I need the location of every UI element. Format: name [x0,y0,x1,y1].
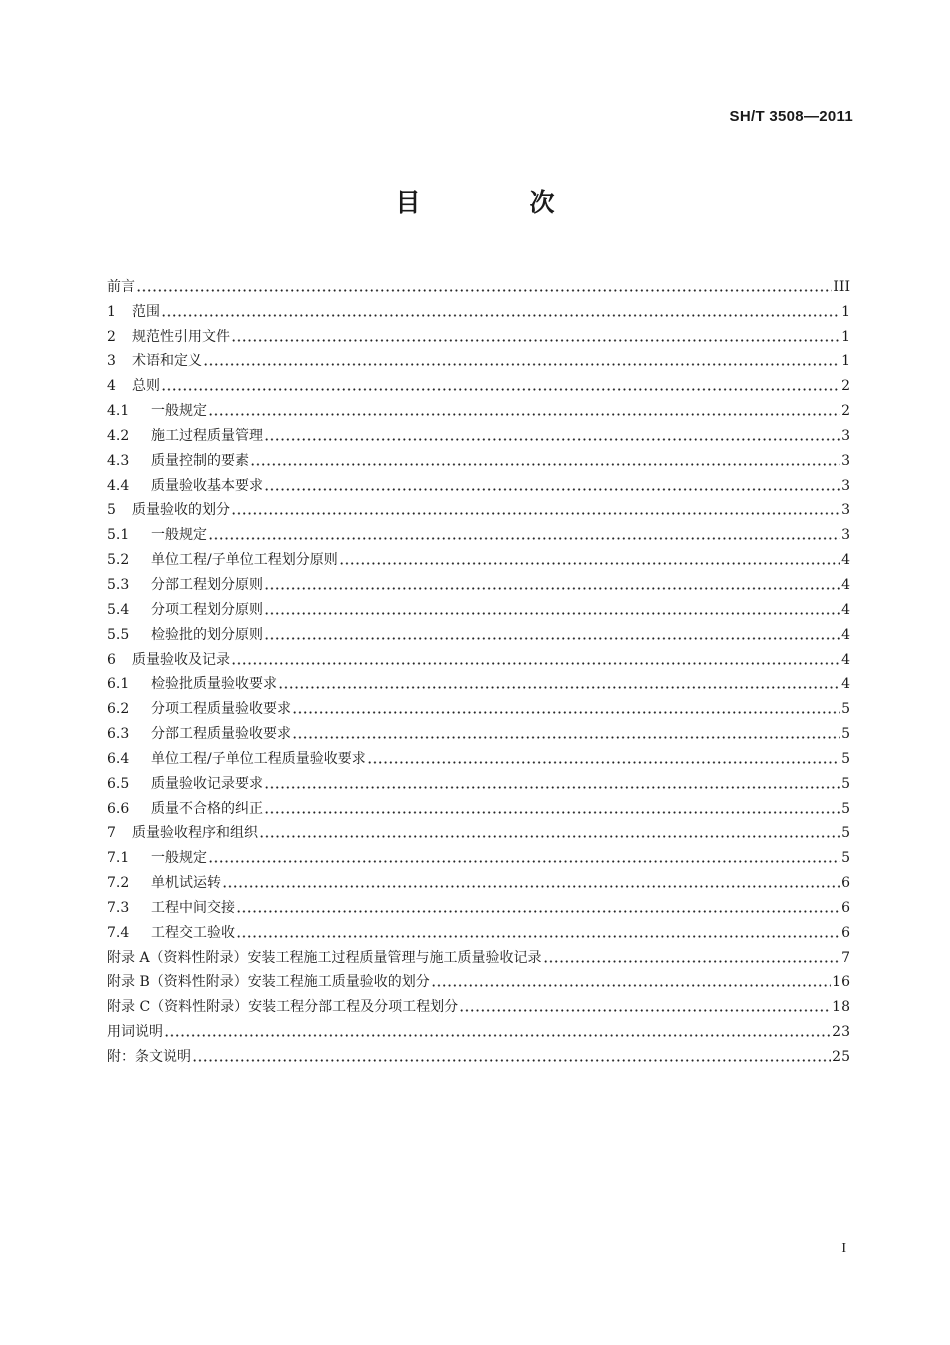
toc-entry-page: 23 [832,1024,850,1041]
page-title: 目 次 [395,188,597,217]
toc-entry[interactable] [107,445,850,470]
toc-entry-label: 一般规定 [151,850,207,867]
toc-entry-number: 3 [107,353,116,370]
toc-entry-label: 质量控制的要素 [151,452,249,469]
toc-leader-dots [222,885,840,888]
toc-entry-page: 6 [841,875,850,892]
toc-entry[interactable] [107,271,850,296]
toc-leader-dots [292,736,840,739]
toc-entry-number: 4.3 [107,452,130,469]
toc-entry-page: 7 [841,949,850,966]
toc-entry[interactable] [107,1041,850,1066]
toc-entry-page: 5 [841,701,850,718]
toc-entry-label: 单机试运转 [151,875,221,892]
toc-entry-number: 2 [107,328,116,345]
toc-entry-page: 4 [841,626,850,643]
toc-entry-label: 前言 [107,278,135,295]
toc-entry[interactable] [107,818,850,843]
toc-entry-label: 质量验收基本要求 [151,477,263,494]
toc-entry-page: 4 [841,552,850,569]
toc-entry-page: 1 [841,328,850,345]
toc-entry-page: 4 [841,651,850,668]
toc-entry-label: 分项工程划分原则 [151,601,263,618]
toc-entry-number: 6.3 [107,726,130,743]
toc-entry-number: 7.1 [107,850,130,867]
toc-leader-dots [192,1059,831,1062]
toc-entry-number: 4 [107,378,116,395]
toc-leader-dots [236,910,840,913]
toc-entry-page: 25 [832,1049,850,1065]
toc-leader-dots [259,835,840,838]
toc-entry[interactable] [107,569,850,594]
toc-entry[interactable] [107,370,850,395]
toc-entry-number: 6 [107,651,116,668]
toc-leader-dots [264,811,840,814]
toc-entry[interactable] [107,892,850,917]
standard-code: SH/T 3508—2011 [729,108,853,125]
toc-entry[interactable] [107,395,850,420]
toc-entry-label: 分部工程质量验收要求 [151,726,291,743]
toc-entry[interactable] [107,669,850,694]
toc-entry-page: 4 [841,676,850,693]
toc-entry-label: 质量验收的划分 [132,502,230,519]
toc-entry-number: 6.4 [107,750,130,767]
toc-leader-dots [208,860,840,863]
toc-entry-label: 质量验收程序和组织 [132,825,258,842]
toc-entry[interactable] [107,519,850,544]
toc-entry-label: 单位工程/子单位工程划分原则 [151,552,338,569]
toc-entry-label: 检验批的划分原则 [151,626,263,643]
toc-entry[interactable] [107,942,850,967]
toc-entry-number: 5.5 [107,626,130,643]
toc-entry[interactable] [107,793,850,818]
toc-entry-page: 16 [832,974,850,991]
toc-leader-dots [367,761,840,764]
toc-entry-page: 3 [841,452,850,469]
toc-leader-dots [236,935,840,938]
toc-entry-page: 5 [841,800,850,817]
toc-entry[interactable] [107,346,850,371]
toc-leader-dots [208,537,840,540]
toc-entry-number: 4.2 [107,427,130,444]
toc-entry-label: 规范性引用文件 [132,328,230,345]
toc-leader-dots [208,413,840,416]
toc-entry[interactable] [107,743,850,768]
toc-entry-page: III [833,278,850,295]
toc-entry-number: 7.4 [107,924,130,941]
toc-entry-page: 18 [832,999,850,1016]
toc-entry-page: 6 [841,899,850,916]
toc-entry-label: 术语和定义 [132,353,202,370]
toc-entry-label: 总则 [132,378,160,395]
toc-entry-label: 范围 [132,303,160,320]
toc-leader-dots [264,637,840,640]
toc-entry-label: 附录 B（资料性附录）安装工程施工质量验收的划分 [107,974,430,991]
toc-entry-label: 质量验收及记录 [132,651,230,668]
toc-entry-label: 工程交工验收 [151,924,235,941]
toc-entry[interactable] [107,718,850,743]
toc-leader-dots [431,984,831,987]
toc-entry-label: 施工过程质量管理 [151,427,263,444]
toc-entry[interactable] [107,1016,850,1041]
toc-entry-label: 一般规定 [151,403,207,420]
toc-leader-dots [203,363,840,366]
toc-entry-number: 6.2 [107,701,130,718]
toc-entry-page: 1 [841,303,850,320]
toc-entry-label: 工程中间交接 [151,899,235,916]
toc-entry[interactable] [107,693,850,718]
toc-entry-label: 分部工程划分原则 [151,576,263,593]
toc-entry-label: 分项工程质量验收要求 [151,701,291,718]
toc-entry[interactable] [107,495,850,520]
toc-entry-page: 2 [841,403,850,420]
toc-entry-page: 3 [841,527,850,544]
toc-entry-page: 3 [841,427,850,444]
toc-entry-number: 6.1 [107,676,130,693]
toc-leader-dots [164,1034,831,1037]
toc-entry-page: 3 [841,477,850,494]
toc-leader-dots [231,662,840,665]
toc-entry-number: 1 [107,303,116,320]
toc-entry-page: 4 [841,576,850,593]
toc-leader-dots [264,786,840,789]
toc-entry-page: 3 [841,502,850,519]
toc-entry-label: 附：条文说明 [107,1049,191,1065]
toc-entry[interactable] [107,842,850,867]
toc-entry-page: 2 [841,378,850,395]
toc-leader-dots [136,289,832,292]
toc-leader-dots [264,438,840,441]
toc-entry[interactable] [107,867,850,892]
toc-entry-number: 5.2 [107,552,130,569]
toc-entry-label: 一般规定 [151,527,207,544]
toc-entry-label: 用词说明 [107,1024,163,1041]
toc-leader-dots [161,388,840,391]
toc-leader-dots [161,314,840,317]
toc-entry-number: 4.1 [107,403,130,420]
toc-leader-dots [231,339,840,342]
toc-leader-dots [264,587,840,590]
toc-entry-number: 7.3 [107,899,130,916]
toc-entry[interactable] [107,619,850,644]
toc-entry-page: 5 [841,825,850,842]
toc-leader-dots [292,711,840,714]
toc-entry-number: 5.1 [107,527,130,544]
toc-entry-label: 检验批质量验收要求 [151,676,277,693]
toc-entry-label: 附录 A（资料性附录）安装工程施工过程质量管理与施工质量验收记录 [107,949,542,966]
toc-entry-page: 6 [841,924,850,941]
toc-entry-page: 5 [841,750,850,767]
toc-entry-label: 单位工程/子单位工程质量验收要求 [151,750,366,767]
toc-leader-dots [231,512,840,515]
toc-entry[interactable] [107,594,850,619]
toc-entry-page: 5 [841,850,850,867]
toc-entry-page: 4 [841,601,850,618]
table-of-contents [107,271,850,1066]
toc-entry-label: 质量验收记录要求 [151,775,263,792]
toc-entry[interactable] [107,420,850,445]
toc-entry-number: 5.4 [107,601,130,618]
toc-leader-dots [250,463,840,466]
toc-entry-number: 5.3 [107,576,130,593]
toc-entry-page: 1 [841,353,850,370]
toc-entry[interactable] [107,470,850,495]
toc-leader-dots [543,960,841,963]
toc-leader-dots [278,686,840,689]
toc-leader-dots [339,562,840,565]
toc-entry[interactable] [107,768,850,793]
toc-leader-dots [264,488,840,491]
toc-entry[interactable] [107,644,850,669]
toc-entry-page: 5 [841,726,850,743]
page-number: I [841,1241,846,1256]
toc-entry[interactable] [107,544,850,569]
toc-entry-number: 5 [107,502,116,519]
toc-entry[interactable] [107,917,850,942]
toc-entry-number: 6.6 [107,800,130,817]
toc-entry-number: 7 [107,825,116,842]
toc-entry[interactable] [107,991,850,1016]
toc-leader-dots [459,1009,831,1012]
toc-entry-number: 7.2 [107,875,130,892]
toc-entry[interactable] [107,967,850,992]
toc-entry-number: 6.5 [107,775,130,792]
toc-entry[interactable] [107,321,850,346]
toc-leader-dots [264,612,840,615]
toc-entry-page: 5 [841,775,850,792]
toc-entry-label: 质量不合格的纠正 [151,800,263,817]
toc-entry-number: 4.4 [107,477,130,494]
toc-entry-label: 附录 C（资料性附录）安装工程分部工程及分项工程划分 [107,999,459,1016]
toc-entry[interactable] [107,296,850,321]
